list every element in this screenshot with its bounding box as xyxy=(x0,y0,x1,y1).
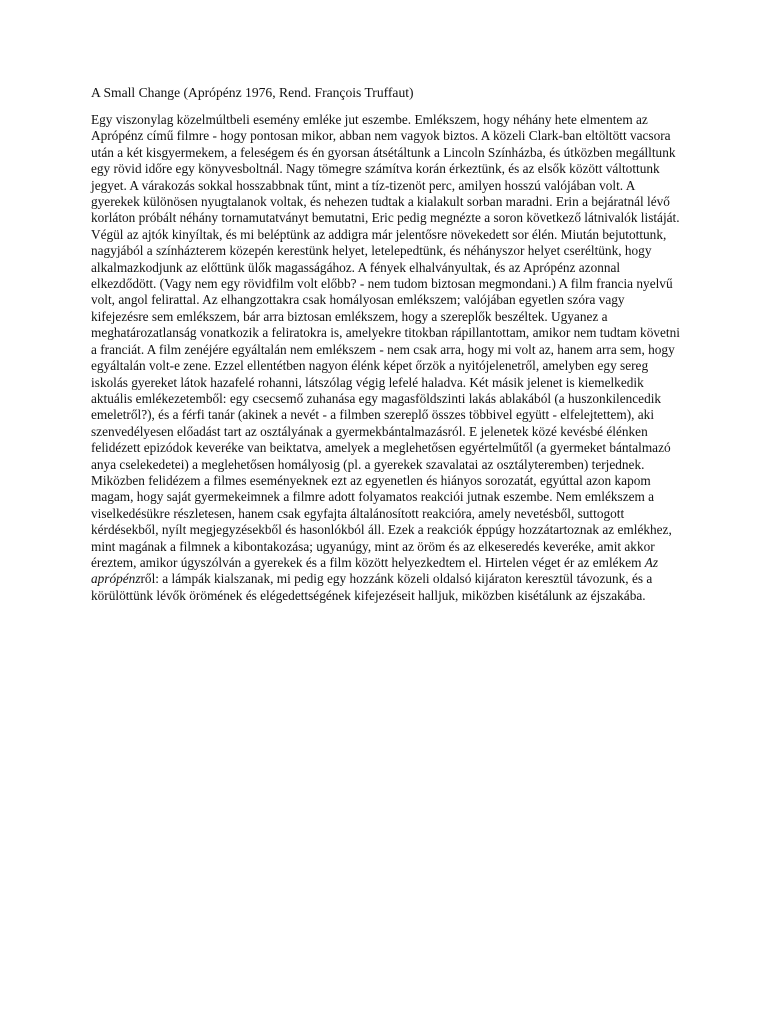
document-page xyxy=(91,84,683,604)
document-body xyxy=(91,112,683,604)
document-title: A Small Change (Aprópénz 1976, Rend. François Truffaut) xyxy=(91,85,414,100)
body-text-part-1: Egy viszonylag közelmúltbeli esemény emléke jut eszembe. Emlékszem, hogy néhány hete elmentem az Aprópénz című filmre - hogy pontosan mikor, abban nem vagyok biztos. A közeli Clark-ban eltöltött vacsora után a két kisgyermekem, a feleségem és én gyorsan átsétáltunk a Lincoln Színházba, és útközben megálltunk egy rövid időre egy könyvesboltnál. Nagy tömegre számítva korán érkeztünk, és az elsők között váltottunk jegyet. A várakozás sokkal hosszabbnak tűnt, mint a tíz-tizenöt perc, amilyen hosszú valójában volt. A gyerekek különösen nyugtalanok voltak, és nehezen tudtak a kialakult sorban maradni. Erin a bejáratnál lévő korláton próbált néhány tornamutatványt bemutatni, Eric pedig megnézte a soron következő látnivalók listáját. Végül az ajtók kinyíltak, és mi beléptünk az addigra már jelentősre növekedett sor élén. Miután bejutottunk, nagyjából a színházterem közepén kerestünk helyet, letelepedtünk, és néhányszor helyet cseréltünk, hogy alkalmazkodjunk az előttünk ülők magasságához. A fények elhalványultak, és az Aprópénz azonnal elkezdődött. (Vagy nem egy rövidfilm volt előbb? - nem tudom biztosan megmondani.) A film francia nyelvű volt, angol felirattal. Az elhangzottakra csak homályosan emlékszem; valójában egyetlen szóra vagy kifejezésre sem emlékszem, bár arra biztosan emlékszem, hogy a szereplők beszéltek. Ugyanez a meghatározatlanság vonatkozik a feliratokra is, amelyekre titokban rápillantottam, amikor nem tudtam követni a franciát. A film zenéjére egyáltalán nem emlékszem - nem csak arra, hogy mi volt az, hanem arra sem, hogy egyáltalán volt-e zene. Ezzel ellentétben nagyon élénk képet őrzök a nyitójelenetről, amelyben egy sereg iskolás gyereket látok hazafelé rohanni, látszólag végig lefelé haladva. Két másik jelenet is kiemelkedik aktuális emlékezetemből: egy csecsemő zuhanása egy magasföldszinti lakás ablakából (a huszonkilencedik emeletről?), és a férfi tanár (akinek a nevét - a filmben szereplő összes többivel együtt - elfelejtettem), aki szenvedélyesen előadást tart az osztályának a gyermekbántalmazásról. E jelenetek közé kevésbé élénken felidézett epizódok keveréke van beiktatva, amelyek a meglehetősen egyértelműtől (a gyermeket bántalmazó anya cselekedetei) a meglehetősen homályosig (pl. a gyerekek szavalatai az osztályteremben) terjednek. Miközben felidézem a filmes eseményeknek ezt az egyenetlen és hiányos sorozatát, egyúttal azon kapom magam, hogy saját gyermekeimnek a filmre adott folyamatos reakciói jutnak eszembe. Nem emlékszem a viselkedésükre részletesen, hanem csak egyfajta általánosított reakcióra, amely nevetésből, suttogott kérdésekből, nyílt megjegyzésekből és hasonlókból áll. Ezek a reakciók éppúgy hozzátartoznak az emlékhez, mint magának a filmnek a kibontakozása; ugyanúgy, mint az öröm és az elkeseredés keveréke, amit akkor éreztem, amikor úgyszólván a gyerekek és a film között helyezkedtem el. Hirtelen véget ér az emlékem xyxy=(91,112,680,570)
body-text-part-2: ről: a lámpák kialszanak, mi pedig egy hozzánk közeli oldalsó kijáraton keresztül távozunk, és a körülöttünk lévők örömének és elégedettségének kifejezéseit halljuk, miközben kisétálunk az éjszakába. xyxy=(91,571,653,603)
body-text-italic-title: Az aprópénz xyxy=(91,554,659,587)
